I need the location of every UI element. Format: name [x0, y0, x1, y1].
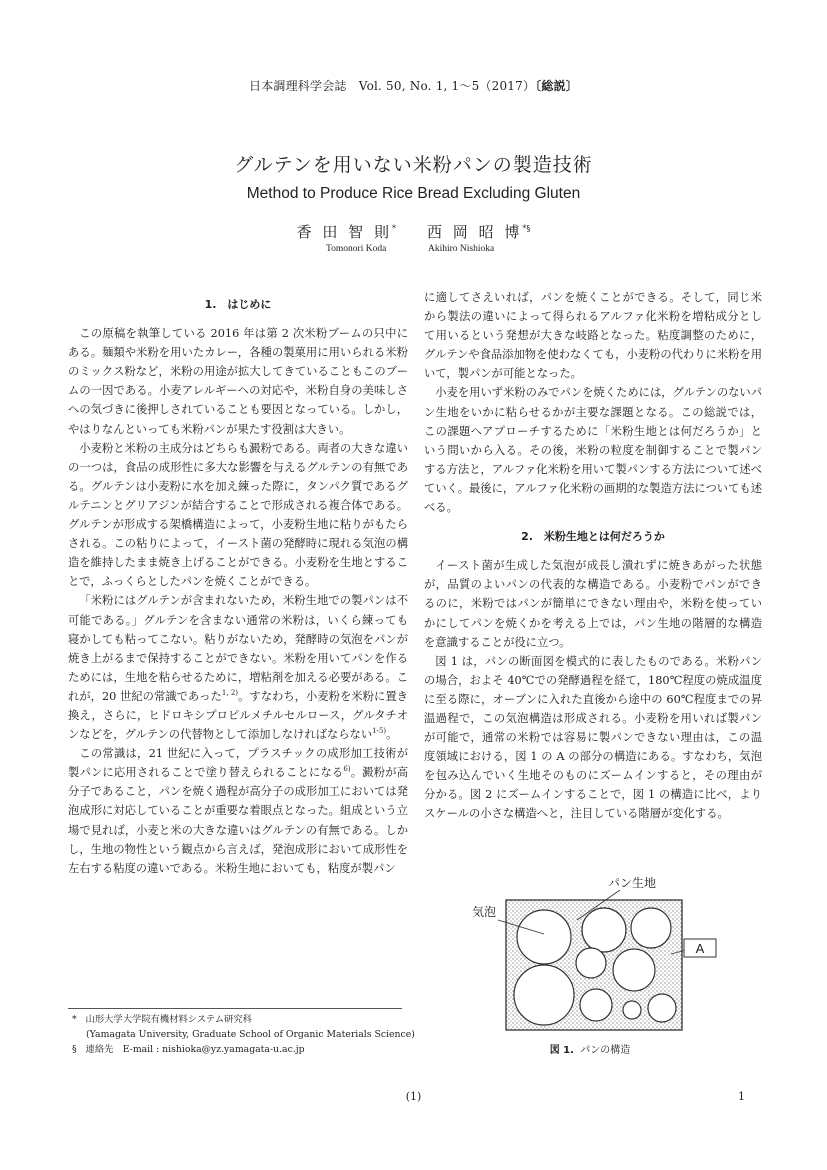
label-dough: パン生地	[608, 876, 657, 890]
paragraph	[68, 591, 408, 744]
article-type: 〔総説〕	[535, 79, 578, 93]
citation: 1, 2)	[221, 689, 238, 698]
footnote-affiliation-en: (Yamagata University, Graduate School of Organic Materials Science)	[86, 1029, 415, 1040]
paragraph	[68, 744, 408, 878]
section-2-heading: 2. 米粉生地とは何だろうか	[521, 530, 665, 544]
author-1-mark: *	[391, 224, 396, 233]
author-2-roman: Akihiro Nishioka	[428, 244, 495, 254]
citation: 6)	[343, 765, 351, 774]
footnote-affiliation	[72, 1012, 412, 1027]
bubble	[576, 948, 606, 978]
footnotes	[72, 1012, 415, 1057]
page-label: (1)	[405, 1090, 422, 1103]
paragraph: この原稿を執筆している 2016 年は第 2 次米粉ブームの只中にある。麺類や米粉を用いたカレー，各種の製菓用に用いられる米粉のミックス粉など，米粉の用途が拡大してきていることもこのブームの一因である。小麦アレルギーへの対応や，米粉自身の美味しさへの気づきに後押しされていることも要因となっている。しかし，やはりなんといっても米粉パンが果たす役割は大きい。	[68, 327, 408, 436]
caption-text: パンの構造	[580, 1045, 631, 1056]
author-list	[0, 221, 827, 242]
footnote-text: 山形大学大学院有機材料システム研究科	[85, 1014, 252, 1025]
bubble	[613, 949, 655, 991]
page-number: 1	[738, 1090, 745, 1103]
citation: 1-5)	[372, 727, 387, 736]
author-2-mark: *§	[522, 224, 531, 233]
bubble	[623, 1001, 641, 1019]
figure-1-caption	[430, 1041, 750, 1056]
footnote-mark: *	[72, 1014, 77, 1025]
author-1-name: 香 田 智 則	[296, 223, 392, 241]
footnote-text: 連絡先 E-mail : nishioka@yz.yamagata-u.ac.jp	[85, 1044, 305, 1055]
author-2-name: 西 岡 昭 博	[427, 223, 523, 241]
figure-1-bread-structure	[472, 870, 724, 1040]
text-run: 。	[386, 728, 398, 742]
text-run: 。澱粉が高分子であること，パンを焼く過程が高分子の成形加工においては発泡成形に対応していることが重要な着眼点となった。組成という立場で見れば，小麦と米の大きな違いはグルテンの有無である。しかし，生地の物性という観点から言えば，発泡成形において成形性を左右する粘度の違いである。米粉生地においても，粘度が製パン	[68, 766, 408, 875]
paragraph: 小麦を用いず米粉のみでパンを焼くためには，グルテンのないパン生地をいかに粘らせるかが主要な課題となる。この総説では，この課題へアプローチするために「米粉生地とは何だろうか」という問いから入る。その後，米粉の粒度を制御することで製パンする方法と，アルファ化米粉を用いて製パンする方法について述べていく。最後に，アルファ化米粉の画期的な製造方法についても述べる。	[424, 386, 763, 515]
author-1-roman: Tomonori Koda	[326, 244, 387, 254]
bubble	[517, 910, 571, 964]
label-a: A	[695, 941, 705, 956]
title-english: Method to Produce Rice Bread Excluding Gluten	[246, 185, 581, 202]
bubble-group	[514, 908, 676, 1025]
left-column	[68, 295, 408, 878]
paragraph: イースト菌が生成した気泡が成長し潰れずに焼きあがった状態が，品質のよいパンの代表的な構造である。小麦粉でパンができるのに，米粉ではパンが簡単にできない理由や，米粉を使っていかにしてパンを焼くかを考える上では，パン生地の階層的な構造を意識することが役に立つ。	[424, 559, 762, 649]
section-1-heading: 1. はじめに	[204, 298, 272, 311]
paragraph: に適してさえいれば，パンを焼くことができる。そして，同じ米から製法の違いによって得られるアルファ化米粉を増粘成分として用いるという発想が大きな岐路となった。粘度調整のために，グルテンや食品添加物を使わなくても，小麦粉の代わりに米粉を用いて，製パンが可能となった。	[424, 291, 763, 381]
footnote-mark: §	[72, 1044, 77, 1055]
label-bubble: 気泡	[472, 905, 497, 919]
footnote-contact	[72, 1042, 412, 1057]
bubble	[580, 989, 612, 1021]
text-run: 。すなわち，小麦粉を米粉に置き換え，さらに，ヒドロキシプロピルメチルセルロース，グルタチオンなどを，グルテンの代替物として添加しなければならない	[68, 689, 408, 742]
bubble	[631, 908, 671, 948]
text-run: この常識は，21 世紀に入って，プラスチックの成形加工技術が製パンに応用されることで塗り替えられることになる	[68, 747, 408, 780]
journal-citation: 日本調理科学会誌 Vol. 50, No. 1, 1～5（2017）	[249, 79, 536, 93]
bubble	[582, 908, 626, 952]
footnote-divider	[68, 1008, 402, 1009]
title-japanese: グルテンを用いない米粉パンの製造技術	[234, 154, 593, 176]
bubble	[514, 965, 574, 1025]
caption-number: 図 1.	[549, 1045, 574, 1056]
paragraph: 図 1 は，パンの断面図を模式的に表したものである。米粉パンの場合，およそ 40℃での発酵過程を経て，180℃程度の焼成温度に至る際に，オーブンに入れた直後から途中の 60℃程度までの昇温過程で，この気泡構造は形成される。小麦粉を用いれば製パンが可能で，通常の米粉では容易に製パンできない理由は，この温度領域における，図 1 の A の部分の構造にある。すなわち，気泡を包み込んでいく生地そのものにズームインすると，その理由が分かる。図 2 にズームインすることで，図 1 の構造に比べ，よりスケールの小さな構造へと，注目している階層が変化する。	[424, 654, 762, 821]
right-column	[424, 288, 762, 824]
text-run: 「米粉にはグルテンが含まれないため，米粉生地での製パンは不可能である。」グルテンを含まない通常の米粉は，いくら練っても寝かしても粘ってこない。粘りがないため，発酵時の気泡をパンが焼き上がるまで保持することができない。米粉を用いてパンを作るためには，生地を粘らせるために，増粘剤を加える必要がある。これが，20 世紀の常識であった	[68, 594, 408, 703]
bubble	[648, 994, 676, 1022]
journal-header	[0, 77, 827, 94]
paragraph: 小麦粉と米粉の主成分はどちらも澱粉である。両者の大きな違いの一つは，食品の成形性に多大な影響を与えるグルテンの有無である。グルテンは小麦粉に水を加え練った際に，タンパク質であるグルテニンとグリアジンが結合することで形成される複合体である。グルテンが形成する架橋構造によって，小麦粉生地に粘りがもたらされる。この粘りによって，イースト菌の発酵時に現れる気泡の構造を維持したまま焼き上げることができる。小麦粉を生地とすることで，ふっくらとしたパンを焼くことができる。	[68, 441, 408, 589]
